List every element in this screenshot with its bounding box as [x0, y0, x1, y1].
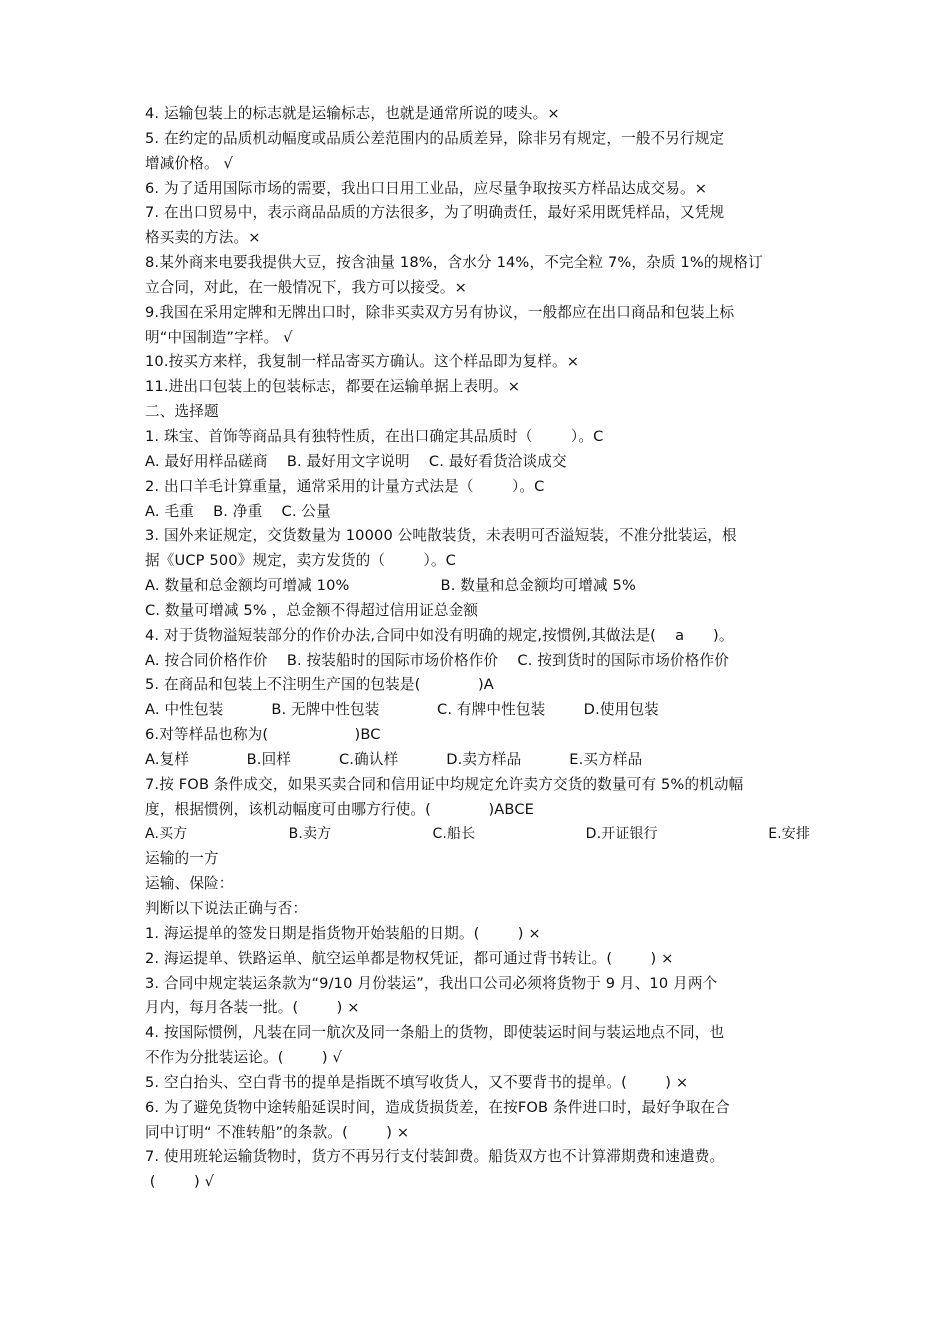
text-line: 立合同，对此，在一般情况下，我方可以接受。×: [145, 278, 467, 296]
text-line: 1. 珠宝、首饰等商品具有独特性质，在出口确定其品质时（ ）。C: [145, 427, 604, 445]
text-line: 月内，每月各装一批。( ) ×: [145, 999, 360, 1017]
text-line: 3. 国外来证规定，交货数量为 10000 公吨散装货，未表明可否溢短装，不准分批装运，根: [145, 527, 737, 545]
text-line: 2. 海运提单、铁路运单、航空运单都是物权凭证，都可通过背书转让。( ) ×: [145, 949, 674, 967]
text-line: 4. 运输包装上的标志就是运输标志，也就是通常所说的唛头。×: [145, 105, 560, 122]
text-line: 6. 为了避免货物中途转船延误时间，造成货损货差，在按FOB 条件进口时，最好争取在合: [145, 1098, 730, 1116]
text-line: 同中订明“ 不准转船”的条款。( ) ×: [145, 1123, 410, 1141]
text-line: 1. 海运提单的签发日期是指货物开始装船的日期。( ) ×: [145, 924, 541, 942]
text-line: 度，根据惯例，该机动幅度可由哪方行使。( )ABCE: [145, 800, 535, 818]
text-line: 4. 对于货物溢短装部分的作价办法,合同中如没有明确的规定,按惯例,其做法是( a )。: [145, 626, 734, 644]
text-line: 4. 按国际惯例，凡装在同一航次及同一条船上的货物，即使装运时间与装运地点不同，也: [145, 1024, 725, 1042]
text-line: 5. 空白抬头、空白背书的提单是指既不填写收货人，又不要背书的提单。( ) ×: [145, 1073, 689, 1091]
text-line: 7. 在出口贸易中，表示商品品质的方法很多，为了明确责任，最好采用既凭样品，又凭规: [145, 204, 725, 222]
text-line: A.买方 B.卖方 C.船长 D.开证银行 E.安排: [145, 826, 811, 843]
text-line: 10.按买方来样，我复制一样品寄买方确认。这个样品即为复样。×: [145, 353, 580, 371]
text-line: 3. 合同中规定装运条款为“9/10 月份装运”，我出口公司必须将货物于 9 月、10 月两个: [145, 974, 718, 992]
section-heading: 运输、保险：: [145, 875, 234, 893]
document-body: [145, 102, 815, 1195]
text-line: 判断以下说法正确与否：: [145, 900, 308, 917]
text-line: 运输的一方: [145, 850, 219, 868]
text-line: 7.按 FOB 条件成交，如果买卖合同和信用证中均规定允许卖方交货的数量可有 5%的机动幅: [145, 775, 744, 793]
text-line: A. 按合同价格作价 B. 按装船时的国际市场价格作价 C. 按到货时的国际市场价格作价: [145, 651, 729, 669]
text-line: 格买卖的方法。×: [145, 229, 261, 247]
text-line: A. 毛重 B. 净重 C. 公量: [145, 502, 331, 520]
text-line: A. 最好用样品磋商 B. 最好用文字说明 C. 最好看货洽谈成交: [145, 452, 567, 470]
text-line: 9.我国在采用定牌和无牌出口时，除非买卖双方另有协议，一般都应在出口商品和包装上标: [145, 303, 735, 321]
text-line: A. 中性包装 B. 无牌中性包装 C. 有牌中性包装 D.使用包装: [145, 701, 659, 719]
text-line: 7. 使用班轮运输货物时，货方不再另行支付装卸费。船货双方也不计算滞期费和速遣费。: [145, 1148, 725, 1166]
text-line: 6.对等样品也称为( )BC: [145, 726, 381, 744]
text-line: 据《UCP 500》规定，卖方发货的（ ）。C: [145, 552, 456, 570]
text-line: 5. 在商品和包装上不注明生产国的包装是( )A: [145, 676, 494, 694]
text-line: 2. 出口羊毛计算重量，通常采用的计量方式法是（ ）。C: [145, 477, 545, 495]
text-line: 5. 在约定的品质机动幅度或品质公差范围内的品质差异，除非另有规定，一般不另行规定: [145, 129, 725, 147]
text-line: ( ) √: [145, 1173, 215, 1191]
text-line: 6. 为了适用国际市场的需要，我出口日用工业品，应尽量争取按买方样品达成交易。×: [145, 179, 708, 197]
text-line: C. 数量可增减 5% ，总金额不得超过信用证总金额: [145, 601, 479, 619]
text-line: 明“中国制造”字样。 √: [145, 328, 293, 346]
text-line: 不作为分批装运论。( ) √: [145, 1049, 342, 1067]
text-line: A.复样 B.回样 C.确认样 D.卖方样品 E.买方样品: [145, 750, 643, 768]
text-line: 8.某外商来电要我提供大豆，按含油量 18%，含水分 14%，不完全粒 7%，杂质 1%的规格订: [145, 254, 763, 272]
section-heading: 二、选择题: [145, 403, 219, 421]
text-line: A. 数量和总金额均可增减 10% B. 数量和总金额均可增减 5%: [145, 577, 636, 595]
text-line: 增减价格。 √: [145, 154, 233, 172]
text-line: 11.进出口包装上的包装标志，都要在运输单据上表明。×: [145, 378, 521, 396]
